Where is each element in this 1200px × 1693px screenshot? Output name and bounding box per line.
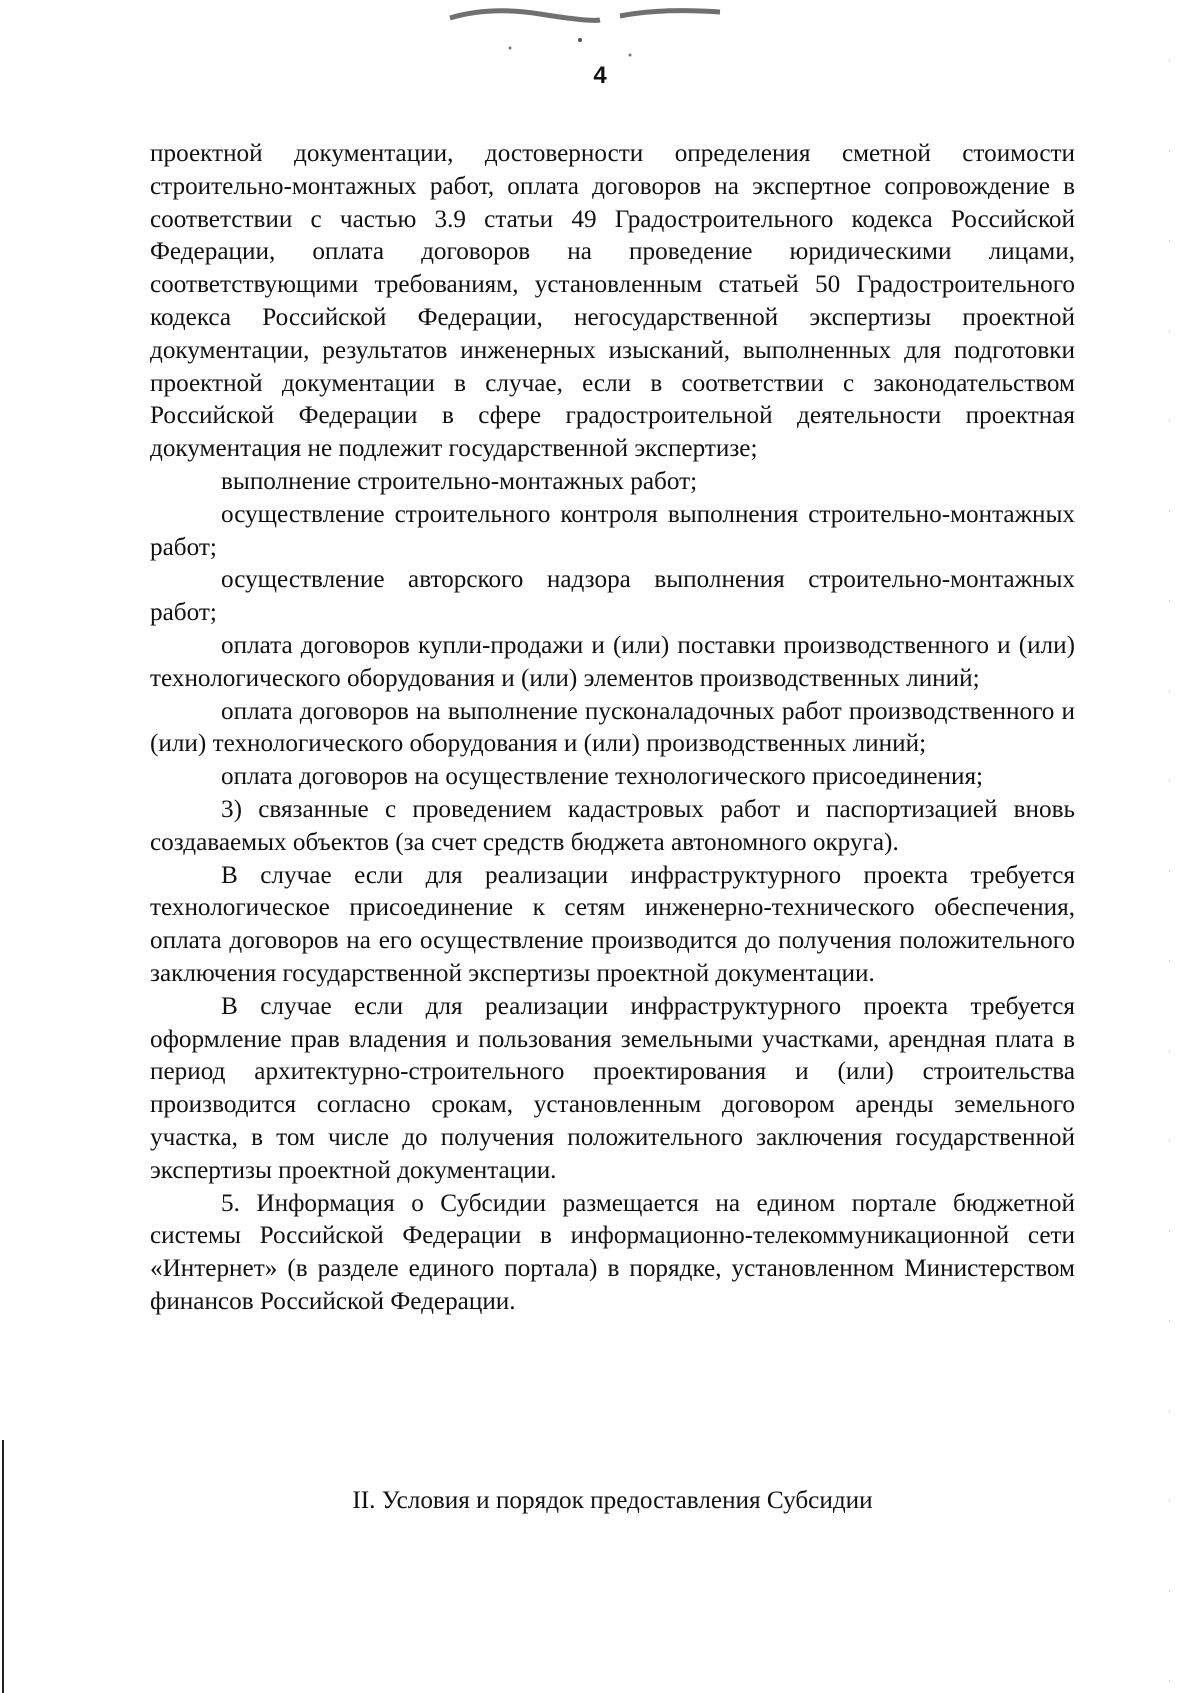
paragraph: осуществление строительного контроля выполнения строительно-монтажных работ; <box>150 500 1075 561</box>
paragraph: В случае если для реализации инфраструктурного проекта требуется оформление прав владения и пользования земельными участками, арендная плата в период архитектурно-строительного проектирования и (или) строительства производится согласно срокам, установленным договором аренды земельного участка, в том числе до получения положительного заключения государственной экспертизы проектной документации. <box>150 992 1075 1184</box>
body-text <box>150 138 1075 1319</box>
paragraph: осуществление авторского надзора выполнения строительно-монтажных работ; <box>150 566 1075 627</box>
paragraph: В случае если для реализации инфраструктурного проекта требуется технологическое присоединение к сетям инженерно-технического обеспечения, оплата договоров на его осуществление производится до получения положительного заключения государственной экспертизы проектной документации. <box>150 861 1075 987</box>
scan-artifact <box>430 0 770 70</box>
scan-edge <box>2 1440 4 1693</box>
paragraph: оплата договоров купли-продажи и (или) поставки производственного и (или) технологического оборудования и (или) элементов производственных линий; <box>150 631 1075 692</box>
page-number: 4 <box>593 62 607 89</box>
paragraph: выполнение строительно-монтажных работ; <box>221 467 698 495</box>
paragraph: 5. Информация о Субсидии размещается на едином портале бюджетной системы Российской Федерации в информационно-телекоммуникационной сети «Интернет» (в разделе единого портала) в порядке, установленном Министерством финансов Российской Федерации. <box>150 1189 1075 1315</box>
paragraph: 3) связанные с проведением кадастровых работ и паспортизацией вновь создаваемых объектов (за счет средств бюджета автономного округа). <box>150 795 1075 856</box>
section-heading: II. Условия и порядок предоставления Субсидии <box>352 1487 873 1514</box>
paragraph-continuation: проектной документации, достоверности определения сметной стоимости строительно-монтажных работ, оплата договоров на экспертное сопровождение в соответствии с частью 3.9 статьи 49 Градостроительного кодекса Российской Федерации, оплата договоров на проведение юридическими лицами, соответствующими требованиям, установленным статьей 50 Градостроительного кодекса Российской Федерации, негосударственной экспертизы проектной документации, результатов инженерных изысканий, выполненных для подготовки проектной документации в случае, если в соответствии с законодательством Российской Федерации в сфере градостроительной деятельности проектная документация не подлежит государственной экспертизе; <box>150 140 1075 463</box>
paragraph: оплата договоров на осуществление технологического присоединения; <box>221 763 984 791</box>
paragraph: оплата договоров на выполнение пусконаладочных работ производственного и (или) технологического оборудования и (или) производственных линий; <box>150 697 1075 758</box>
scan-edge-dots <box>1169 0 1170 1693</box>
